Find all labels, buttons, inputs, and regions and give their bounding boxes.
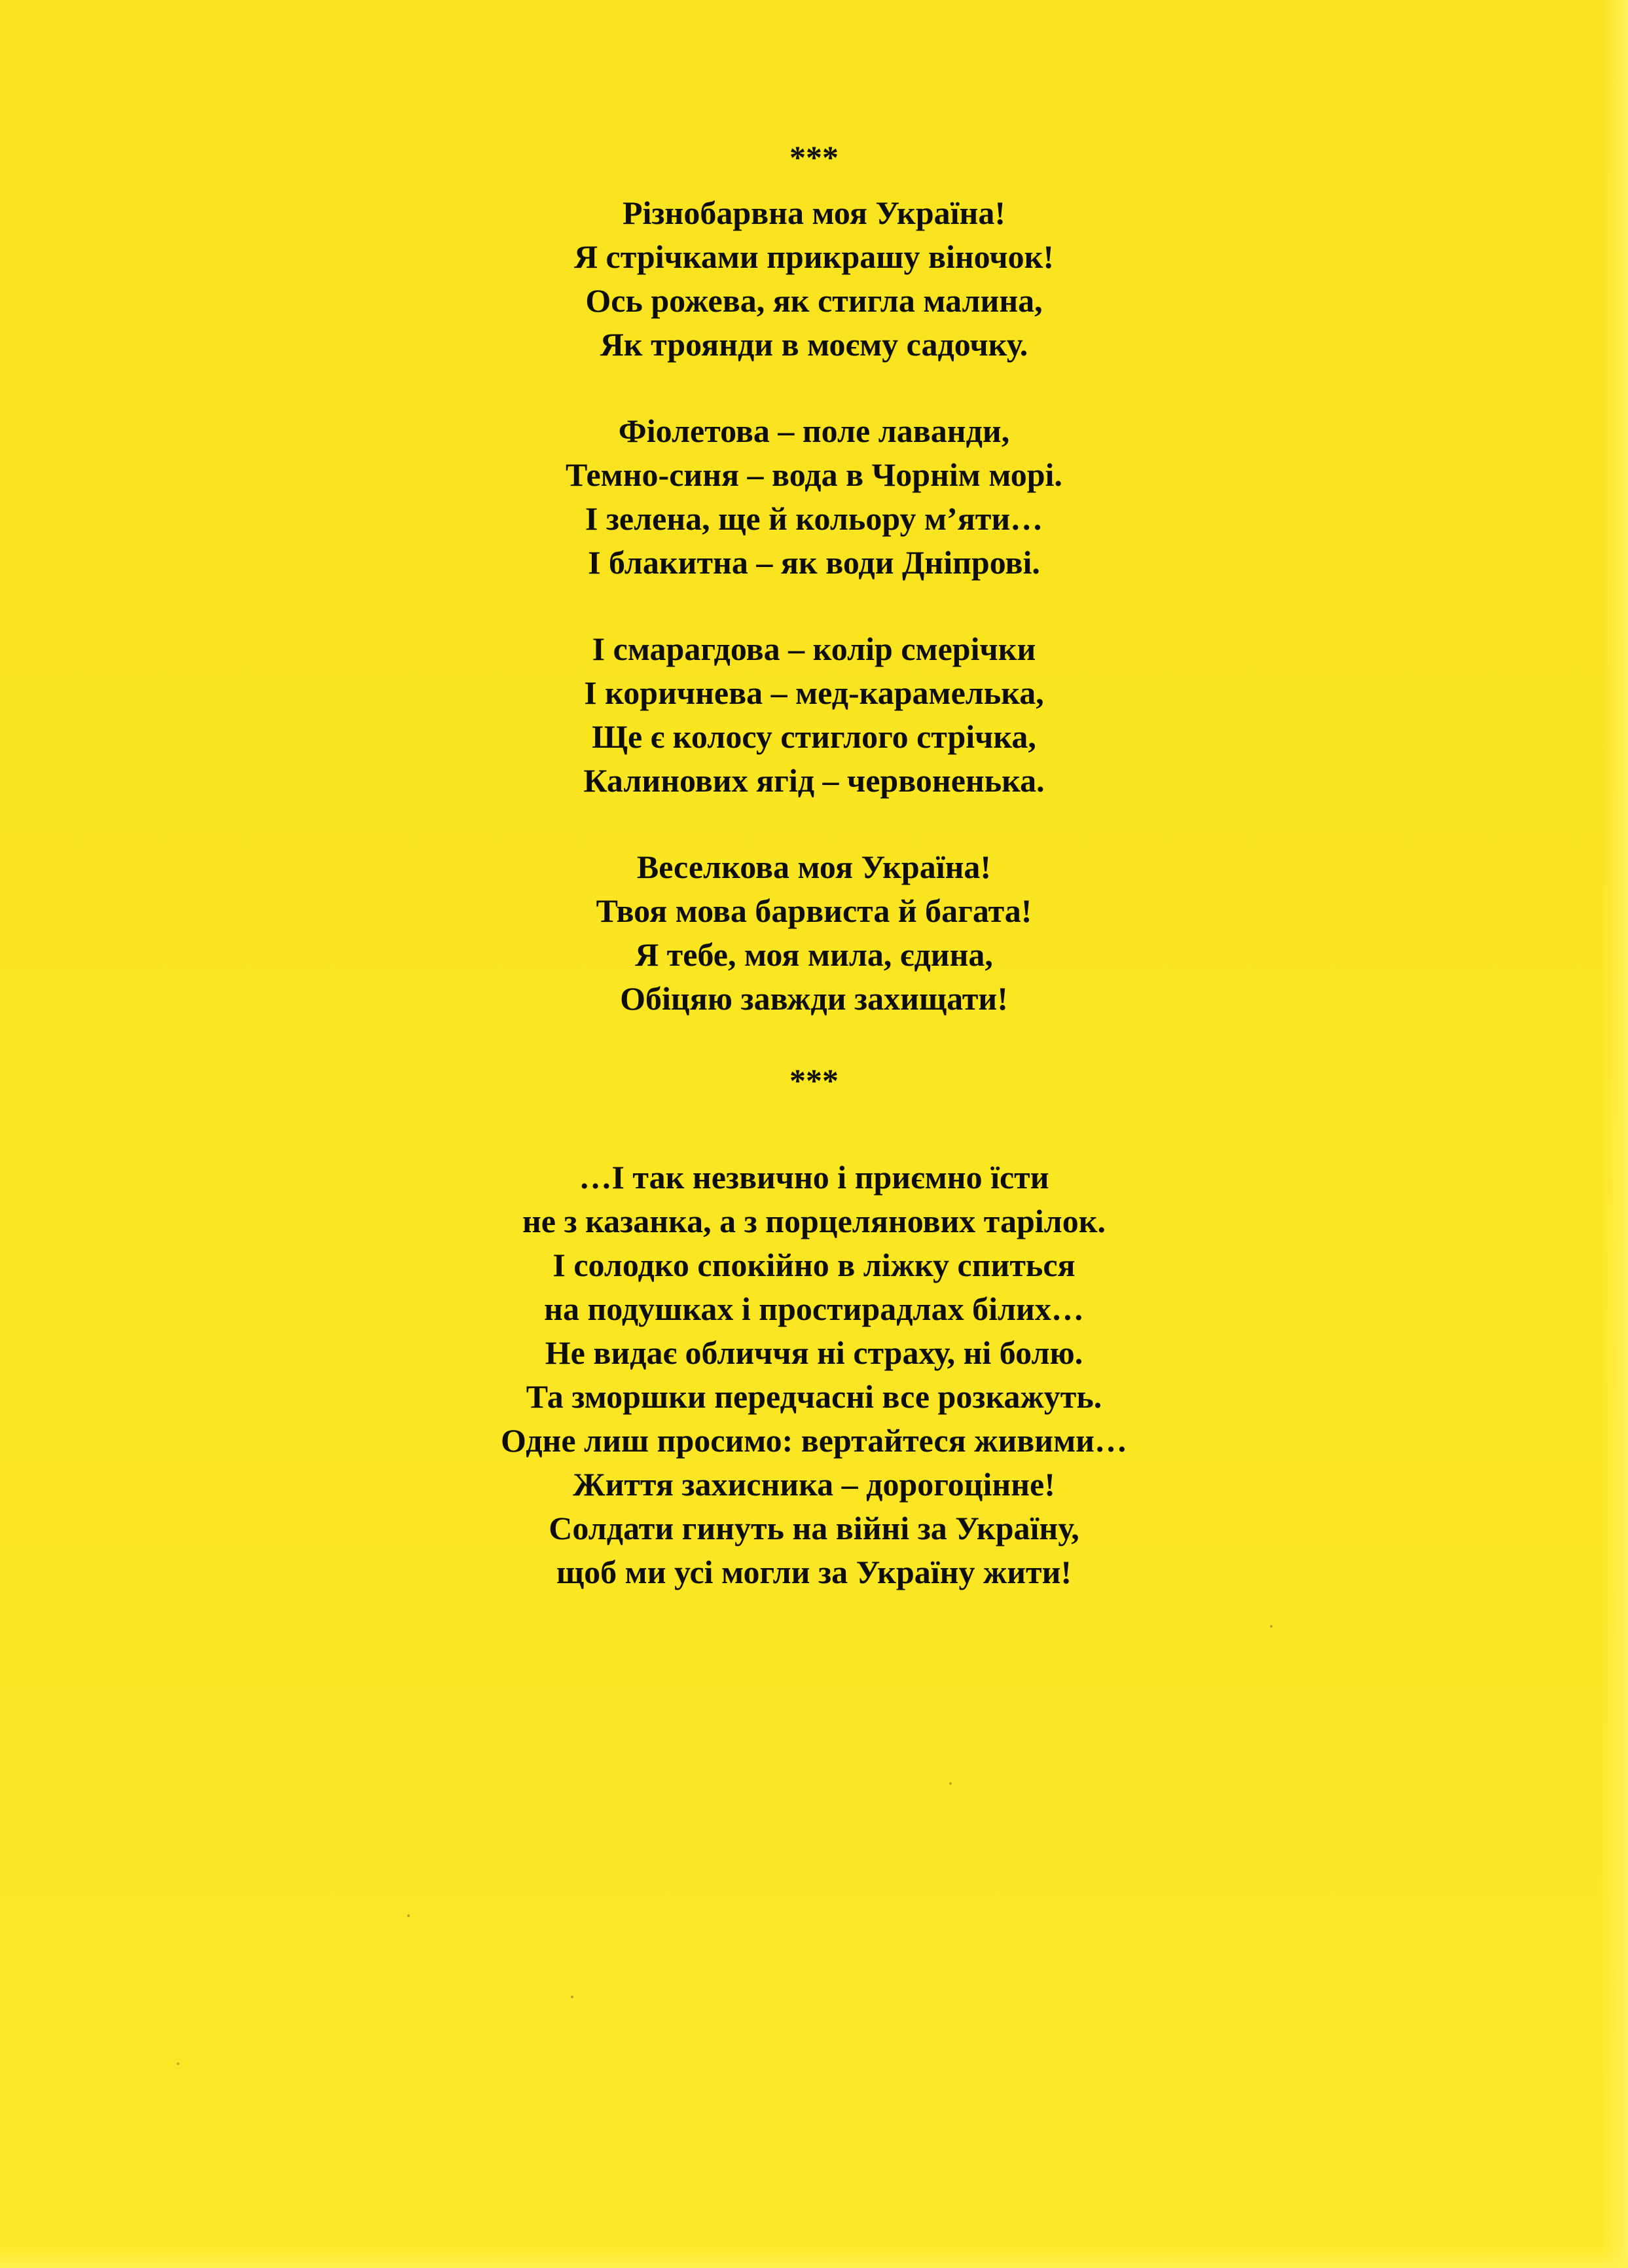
paper-speck xyxy=(407,1914,410,1917)
poem-1-stanza-4 xyxy=(0,845,1628,1021)
poem-line: І зелена, ще й кольору м’яти… xyxy=(585,500,1043,537)
poem-line: Темно-синя – вода в Чорнім морі. xyxy=(566,456,1062,493)
separator-middle: *** xyxy=(789,1062,839,1099)
poem-line: Як троянди в моєму садочку. xyxy=(600,326,1028,363)
poem-2 xyxy=(0,1156,1628,1594)
poem-line: Ще є колосу стиглого стрічка, xyxy=(592,718,1036,755)
poem-line: не з казанка, а з порцелянових тарілок. xyxy=(522,1203,1106,1239)
poem-line: щоб ми усі могли за Україну жити! xyxy=(556,1554,1072,1590)
paper-speck xyxy=(949,1782,952,1785)
paper-speck xyxy=(571,1996,573,1998)
poem-line: Не видає обличчя ні страху, ні болю. xyxy=(545,1334,1083,1371)
poem-line: Солдати гинуть на війні за Україну, xyxy=(549,1510,1079,1546)
poem-line: …І так незвично і приємно їсти xyxy=(579,1159,1049,1196)
poem-line: Та зморшки передчасні все розкажуть. xyxy=(526,1378,1102,1415)
separator-top: *** xyxy=(789,139,839,175)
poem-line: Я стрічками прикрашу віночок! xyxy=(573,238,1055,275)
poem-1-stanza-3 xyxy=(0,627,1628,803)
poem-line: Ось рожева, як стигла малина, xyxy=(585,282,1043,319)
poem-line: І смарагдова – колір смерічки xyxy=(592,631,1036,667)
page-edge-bottom xyxy=(0,2248,1628,2268)
poem-line: І блакитна – як води Дніпрові. xyxy=(588,544,1040,581)
poem-line: Обіцяю завжди захищати! xyxy=(620,980,1008,1017)
poem-line: Одне лиш просимо: вертайтеся живими… xyxy=(501,1422,1127,1459)
poem-line: Життя захисника – дорогоцінне! xyxy=(573,1466,1055,1503)
poem-1-stanza-2 xyxy=(0,409,1628,585)
paper-speck xyxy=(1270,1625,1273,1628)
poem-line: Фіолетова – поле лаванди, xyxy=(618,412,1010,449)
poem-line: Різнобарвна моя Україна! xyxy=(622,194,1005,231)
poem-1-stanza-1 xyxy=(0,191,1628,367)
poem-line: Я тебе, моя мила, єдина, xyxy=(635,936,993,973)
poem-line: І солодко спокійно в ліжку спиться xyxy=(552,1247,1076,1283)
poem-line: Калинових ягід – червоненька. xyxy=(583,762,1045,799)
poem-line: І коричнева – мед-карамелька, xyxy=(584,674,1044,711)
paper-speck xyxy=(177,2062,179,2065)
poem-line: Веселкова моя Україна! xyxy=(636,849,992,885)
poem-line: Твоя мова барвиста й багата! xyxy=(596,892,1032,929)
poem-line: на подушках і простирадлах білих… xyxy=(544,1290,1084,1327)
